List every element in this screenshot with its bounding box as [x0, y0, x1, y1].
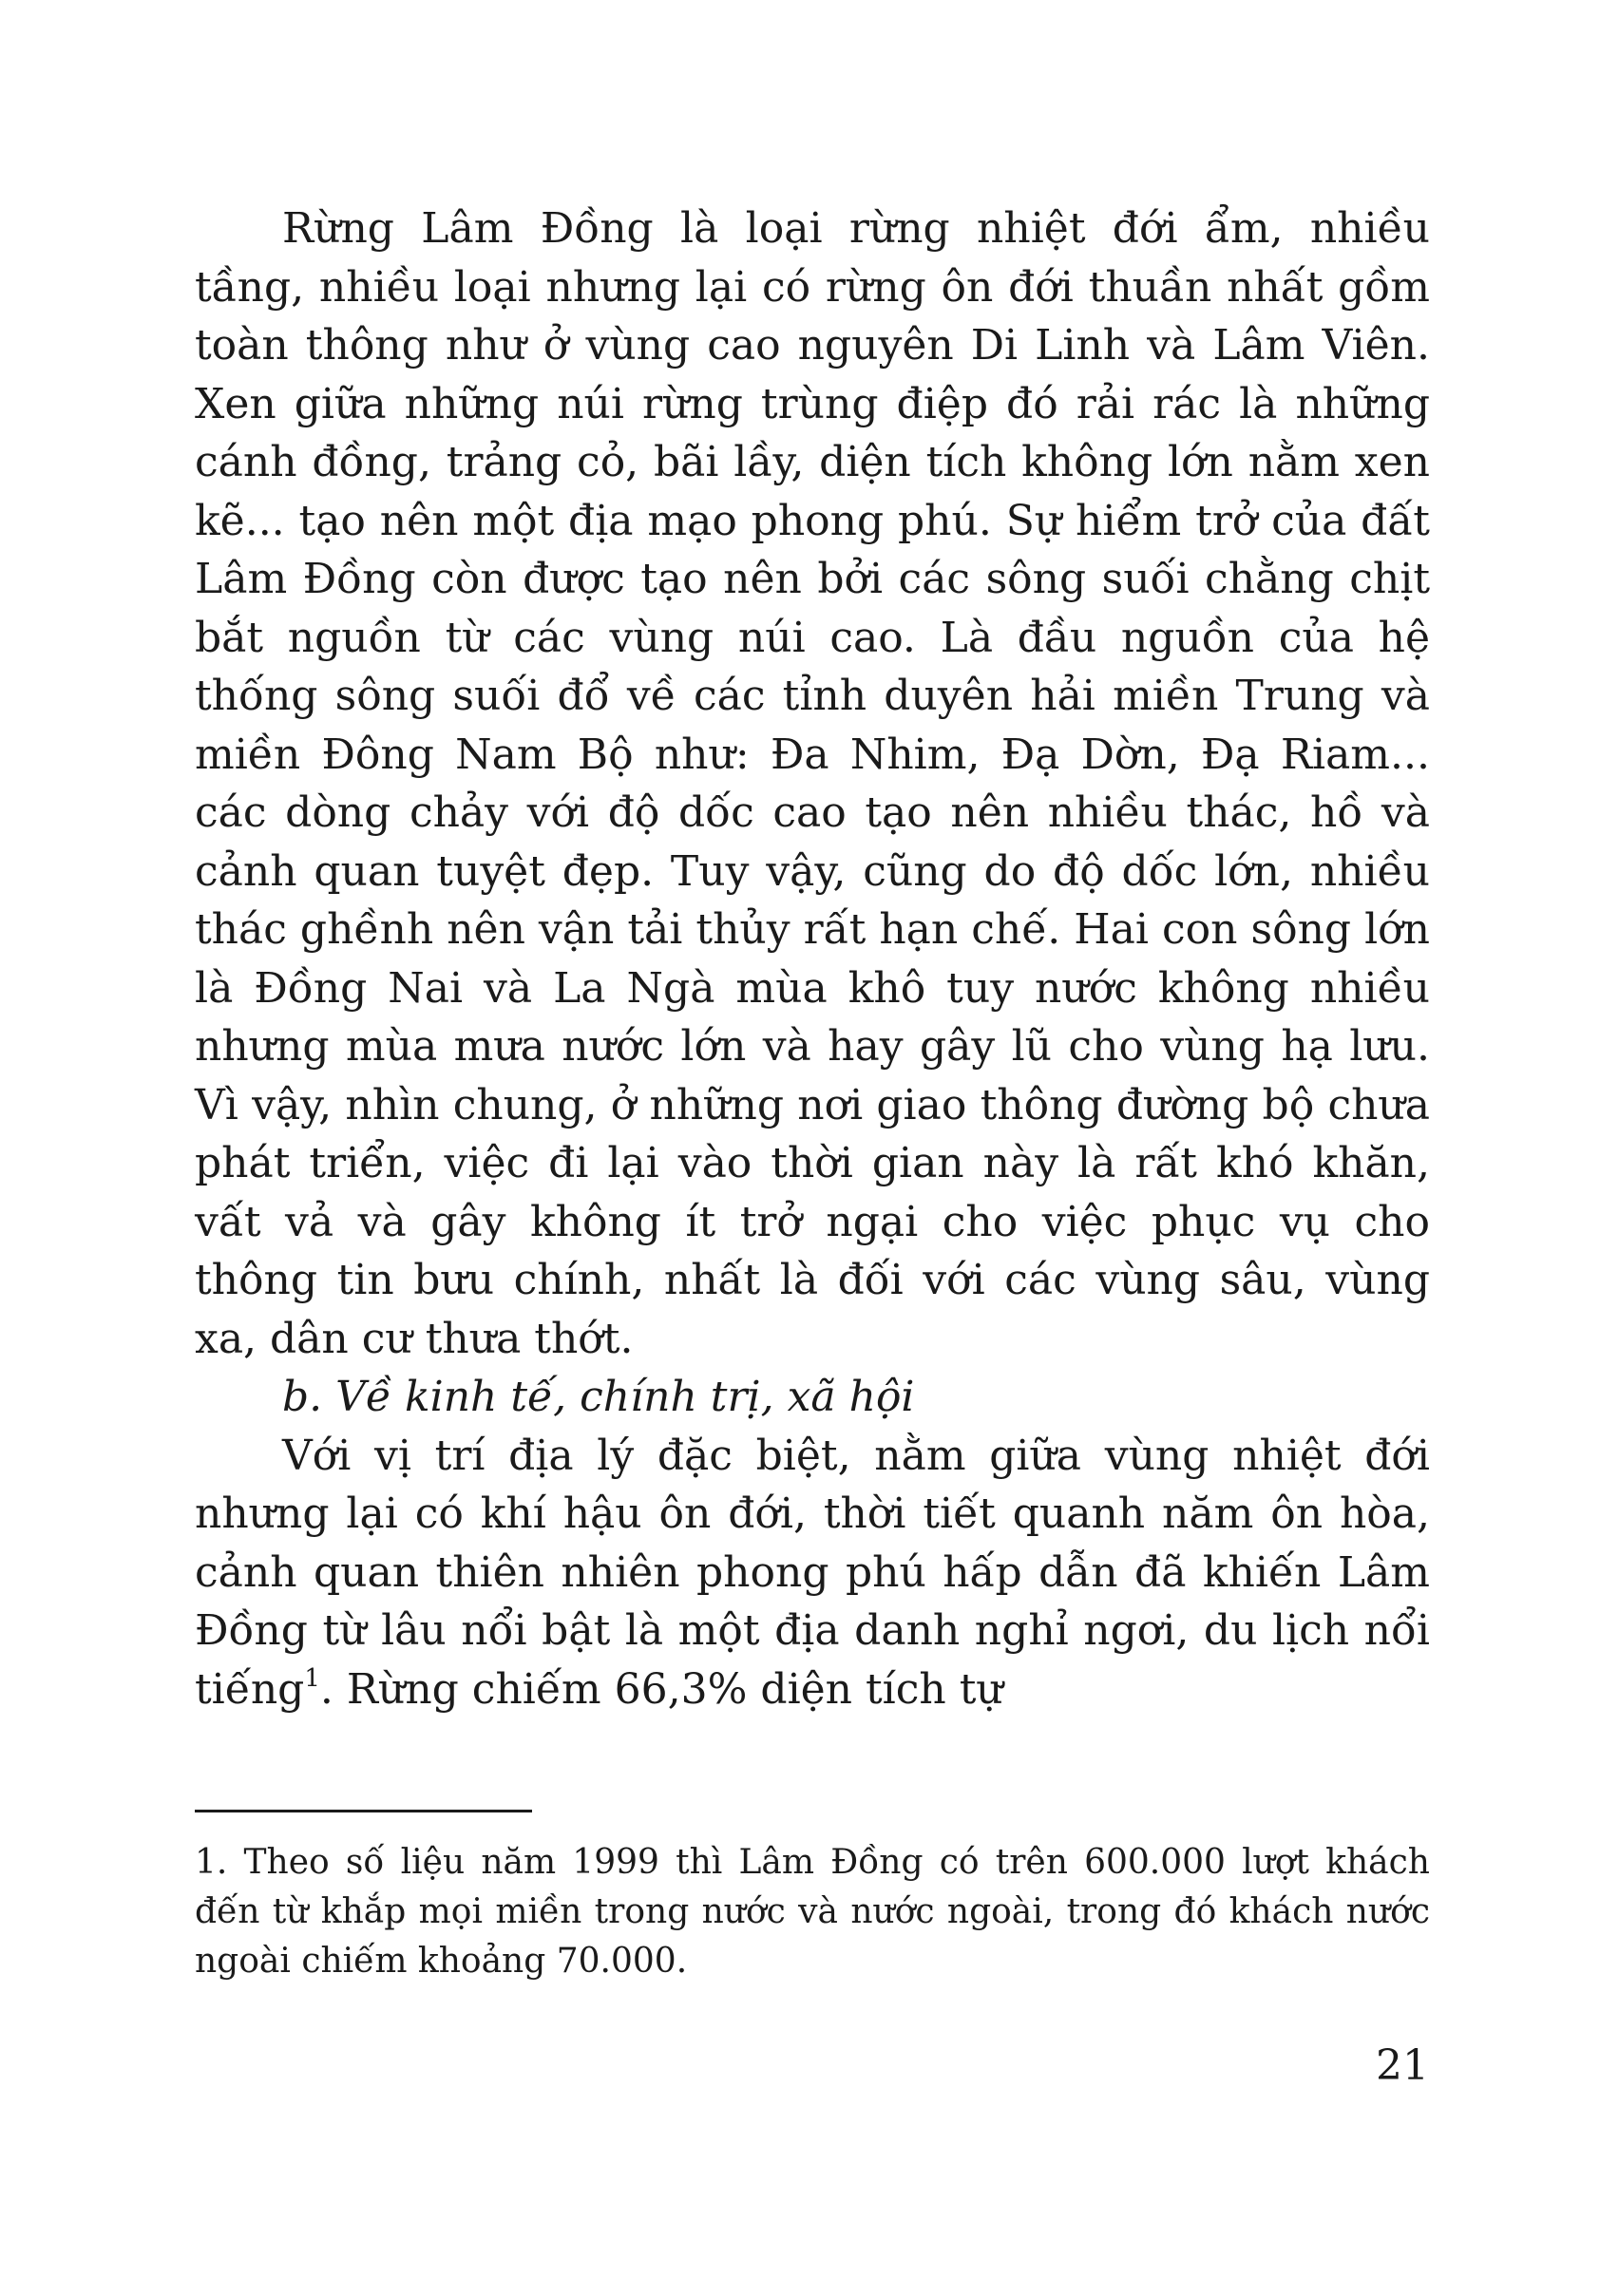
paragraph-economy-text: Với vị trí địa lý đặc biệt, nằm giữa vùng nhiệt đới nhưng lại có khí hậu ôn đới, thời tiết quanh năm ôn hòa, cảnh quan thiên nhiên phong phú hấp dẫn đã khiến Lâm Đồng từ lâu nổi bật là một địa danh nghỉ ngơi, du lịch nổi tiếng: [195, 1431, 1430, 1714]
page-number: 21: [1376, 2041, 1429, 2090]
paragraph-forest-geography: Rừng Lâm Đồng là loại rừng nhiệt đới ẩm, nhiều tầng, nhiều loại nhưng lại có rừng ôn đới thuần nhất gồm toàn thông như ở vùng cao nguyên Di Linh và Lâm Viên. Xen giữa những núi rừng trùng điệp đó rải rác là những cánh đồng, trảng cỏ, bãi lầy, diện tích không lớn nằm xen kẽ... tạo nên một địa mạo phong phú. Sự hiểm trở của đất Lâm Đồng còn được tạo nên bởi các sông suối chằng chịt bắt nguồn từ các vùng núi cao. Là đầu nguồn của hệ thống sông suối đổ về các tỉnh duyên hải miền Trung và miền Đông Nam Bộ như: Đa Nhim, Đạ Dờn, Đạ Riam... các dòng chảy với độ dốc cao tạo nên nhiều thác, hồ và cảnh quan tuyệt đẹp. Tuy vậy, cũng do độ dốc lớn, nhiều thác ghềnh nên vận tải thủy rất hạn chế. Hai con sông lớn là Đồng Nai và La Ngà mùa khô tuy nước không nhiều nhưng mùa mưa nước lớn và hay gây lũ cho vùng hạ lưu. Vì vậy, nhìn chung, ở những nơi giao thông đường bộ chưa phát triển, việc đi lại vào thời gian này là rất khó khăn, vất vả và gây không ít trở ngại cho việc phục vụ cho thông tin bưu chính, nhất là đối với các vùng sâu, vùng xa, dân cư thưa thớt.: [195, 204, 1430, 1363]
footnote: 1. Theo số liệu năm 1999 thì Lâm Đồng có trên 600.000 lượt khách đến từ khắp mọi miền trong nước và nước ngoài, trong đó khách nước ngoài chiếm khoảng 70.000.: [195, 1843, 1430, 1981]
paragraph-economy-continuation: . Rừng chiếm 66,3% diện tích tự: [319, 1664, 1003, 1714]
section-heading: b. Về kinh tế, chính trị, xã hội: [282, 1373, 915, 1421]
footnote-reference: 1: [304, 1663, 320, 1693]
paragraph-economy: [195, 1427, 1430, 1719]
main-text-block: [195, 199, 1430, 1718]
footnote-divider: [195, 1810, 532, 1812]
